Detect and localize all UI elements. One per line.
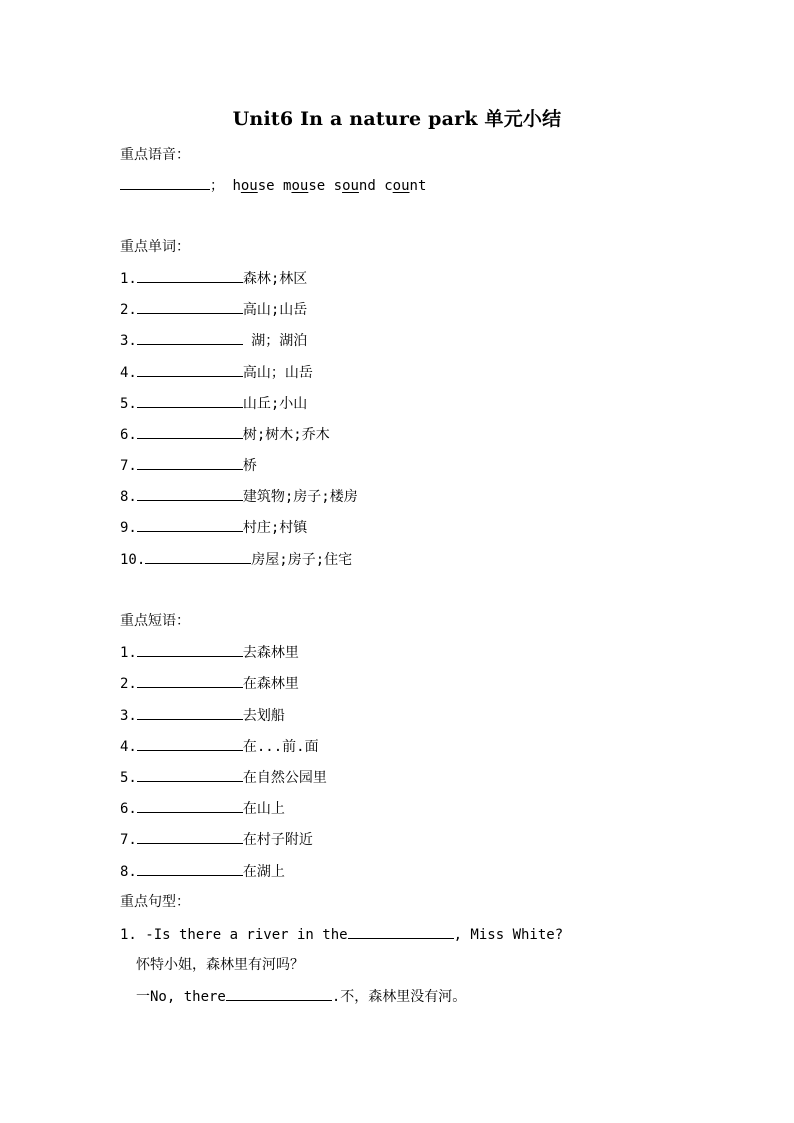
word-item: 4. 高山；山岳 [120,362,313,382]
phrase-blank[interactable] [137,673,243,688]
phrase-item: 1. 去森林里 [120,642,299,662]
phonics-line [120,175,426,195]
sentence-question: 1. -Is there a river in the , Miss White? [120,924,563,944]
phrase-item: 4. 在...前.面 [120,736,319,756]
phrase-blank[interactable] [137,798,243,813]
word-blank[interactable] [137,455,243,470]
phonics-word: sound [333,178,376,194]
word-blank[interactable] [145,549,251,564]
word-item: 3. 湖；湖泊 [120,330,307,350]
phrase-blank[interactable] [137,829,243,844]
sentences-heading: 重点句型： [120,894,190,910]
word-blank[interactable] [137,268,243,283]
phrase-item: 3. 去划船 [120,705,285,725]
page-title: Unit6 In a nature park 单元小结 [232,108,562,130]
word-blank[interactable] [137,362,243,377]
word-item: 1. 森林;林区 [120,268,307,288]
word-item: 2. 高山;山岳 [120,299,307,319]
phrase-blank[interactable] [137,736,243,751]
word-item: 5. 山丘;小山 [120,393,307,413]
word-item: 7. 桥 [120,455,257,475]
sentence-question-translation: 怀特小姐，森林里有河吗？ [136,957,304,973]
phrases-heading: 重点短语： [120,613,190,629]
phrase-item: 7. 在村子附近 [120,829,313,849]
sentence-blank[interactable] [348,924,454,939]
word-blank[interactable] [137,424,243,439]
word-blank[interactable] [137,299,243,314]
word-blank[interactable] [137,393,243,408]
word-item: 9. 村庄;村镇 [120,517,307,537]
words-heading: 重点单词： [120,239,190,255]
word-blank[interactable] [137,330,243,345]
phonics-heading: 重点语音： [120,147,190,163]
phrase-blank[interactable] [137,767,243,782]
phonics-word: house [232,178,275,194]
word-item: 10. 房屋;房子;住宅 [120,549,352,569]
word-blank[interactable] [137,517,243,532]
phrase-item: 6. 在山上 [120,798,285,818]
word-item: 8. 建筑物;房子;楼房 [120,486,358,506]
sentence-blank[interactable] [226,986,332,1001]
sentence-answer: 一No, there .不，森林里没有河。 [136,986,466,1006]
phonics-blank[interactable] [120,175,210,190]
phrase-blank[interactable] [137,705,243,720]
phonics-word: mouse [283,178,326,194]
phonics-separator: ； [210,178,224,194]
phrase-item: 5. 在自然公园里 [120,767,327,787]
phrase-blank[interactable] [137,861,243,876]
phonics-word: count [384,178,427,194]
word-item: 6. 树;树木;乔木 [120,424,330,444]
phrase-blank[interactable] [137,642,243,657]
word-blank[interactable] [137,486,243,501]
phrase-item: 8. 在湖上 [120,861,285,881]
phrase-item: 2. 在森林里 [120,673,299,693]
